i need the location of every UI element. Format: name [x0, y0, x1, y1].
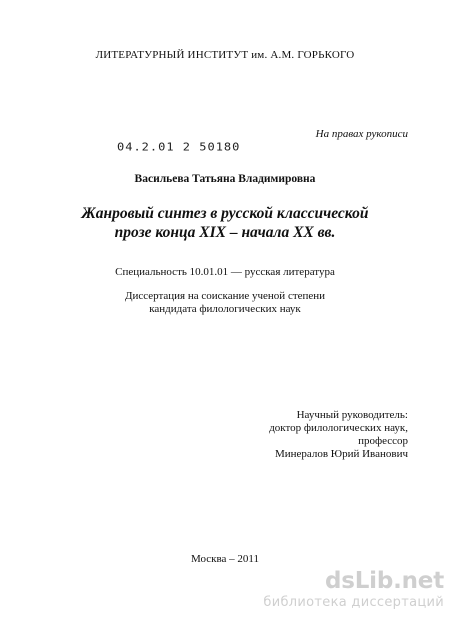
- advisor-degree: доктор филологических наук,: [269, 422, 408, 434]
- dissertation-title-line-2: прозе конца XIX – начала XX вв.: [114, 224, 336, 241]
- dissertation-title-line-1: Жанровый синтез в русской классической: [81, 205, 369, 222]
- manuscript-rights-note: На правах рукописи: [315, 128, 408, 140]
- watermark-subtitle: библиотека диссертаций: [263, 595, 444, 610]
- degree-line-1: Диссертация на соискание ученой степени: [124, 290, 326, 302]
- institute-name: ЛИТЕРАТУРНЫЙ ИНСТИТУТ им. А.М. ГОРЬКОГО: [95, 49, 355, 61]
- archive-stamp-number: 04.2.01 2 50180: [117, 140, 241, 154]
- degree-line-2: кандидата филологических наук: [149, 303, 301, 315]
- author-name: Васильева Татьяна Владимировна: [134, 173, 316, 185]
- city-year: Москва – 2011: [190, 553, 260, 565]
- specialty-line: Специальность 10.01.01 — русская литература: [115, 266, 335, 278]
- advisor-rank: профессор: [358, 435, 408, 447]
- advisor-heading: Научный руководитель:: [296, 409, 408, 421]
- watermark-logo: dsLib.net: [324, 568, 444, 594]
- advisor-name: Минералов Юрий Иванович: [274, 448, 408, 460]
